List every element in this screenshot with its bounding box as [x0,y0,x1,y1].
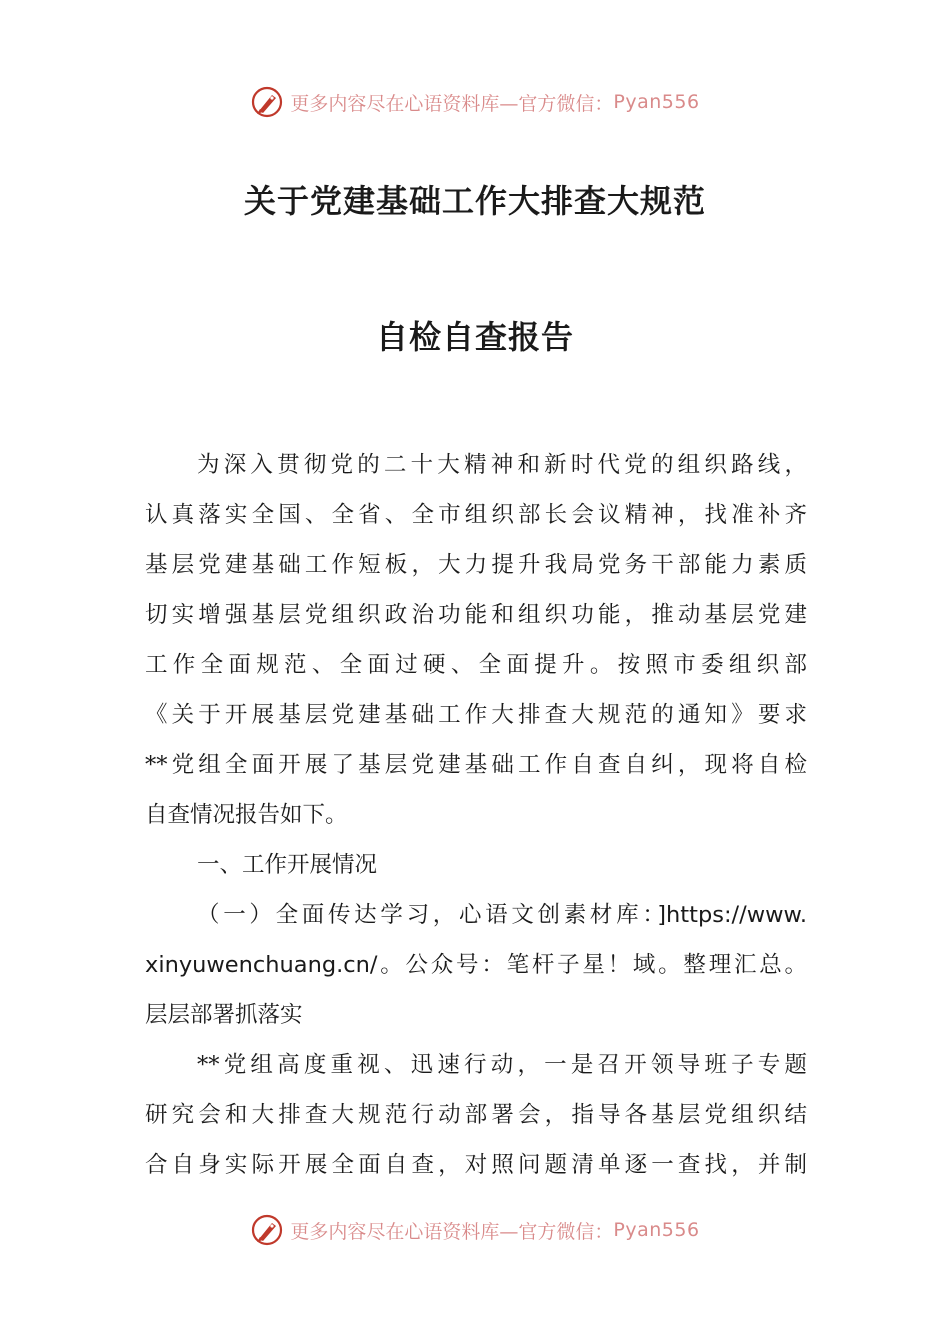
pen-nib-logo-icon [250,85,284,119]
banner-wechat-id: Pyan556 [613,91,700,113]
text-line: 切实增强基层党组织政治功能和组织功能，推动基层党建 [145,602,807,628]
heading-text: 一、工作开展情况 [197,852,378,878]
text-line: **党组全面开展了基层党建基础工作自查自纠，现将自检 [145,752,807,778]
paragraph-intro [145,440,807,840]
text-line: 研究会和大排查大规范行动部署会，指导各基层党组织结 [145,1102,807,1128]
text-line: 工作全面规范、全面过硬、全面提升。按照市委组织部 [145,652,807,678]
text-line: 层层部署抓落实 [145,1002,303,1028]
pen-nib-logo-icon [250,1213,284,1247]
banner-wechat-id: Pyan556 [613,1219,700,1241]
text-line: 为深入贯彻党的二十大精神和新时代党的组织路线， [197,452,807,478]
text-line: （一）全面传达学习，心语文创素材库：]https://www. [197,902,807,928]
document-title-line1: 关于党建基础工作大排查大规范 [243,182,706,220]
section-heading [145,840,807,890]
text-line: 基层党建基础工作短板，大力提升我局党务干部能力素质 [145,552,807,578]
text-line: 自查情况报告如下。 [145,802,348,828]
banner-text: 更多内容尽在心语资料库—官方微信： [290,92,614,115]
subsection-heading [145,890,807,1040]
text-line: xinyuwenchuang.cn/。公众号：笔杆子星！域。整理汇总。 [145,952,807,978]
document-title-line2: 自检自查报告 [375,318,574,356]
paragraph-body [145,1040,807,1190]
text-line: 认真落实全国、全省、全市组织部长会议精神，找准补齐 [145,502,807,528]
text-line: **党组高度重视、迅速行动，一是召开领导班子专题 [197,1052,807,1078]
header-banner [0,82,950,122]
footer-banner [0,1210,950,1250]
text-line: 合自身实际开展全面自查，对照问题清单逐一查找，并制 [145,1152,807,1178]
banner-text: 更多内容尽在心语资料库—官方微信： [290,1220,614,1243]
text-line: 《关于开展基层党建基础工作大排查大规范的通知》要求 [145,702,807,728]
